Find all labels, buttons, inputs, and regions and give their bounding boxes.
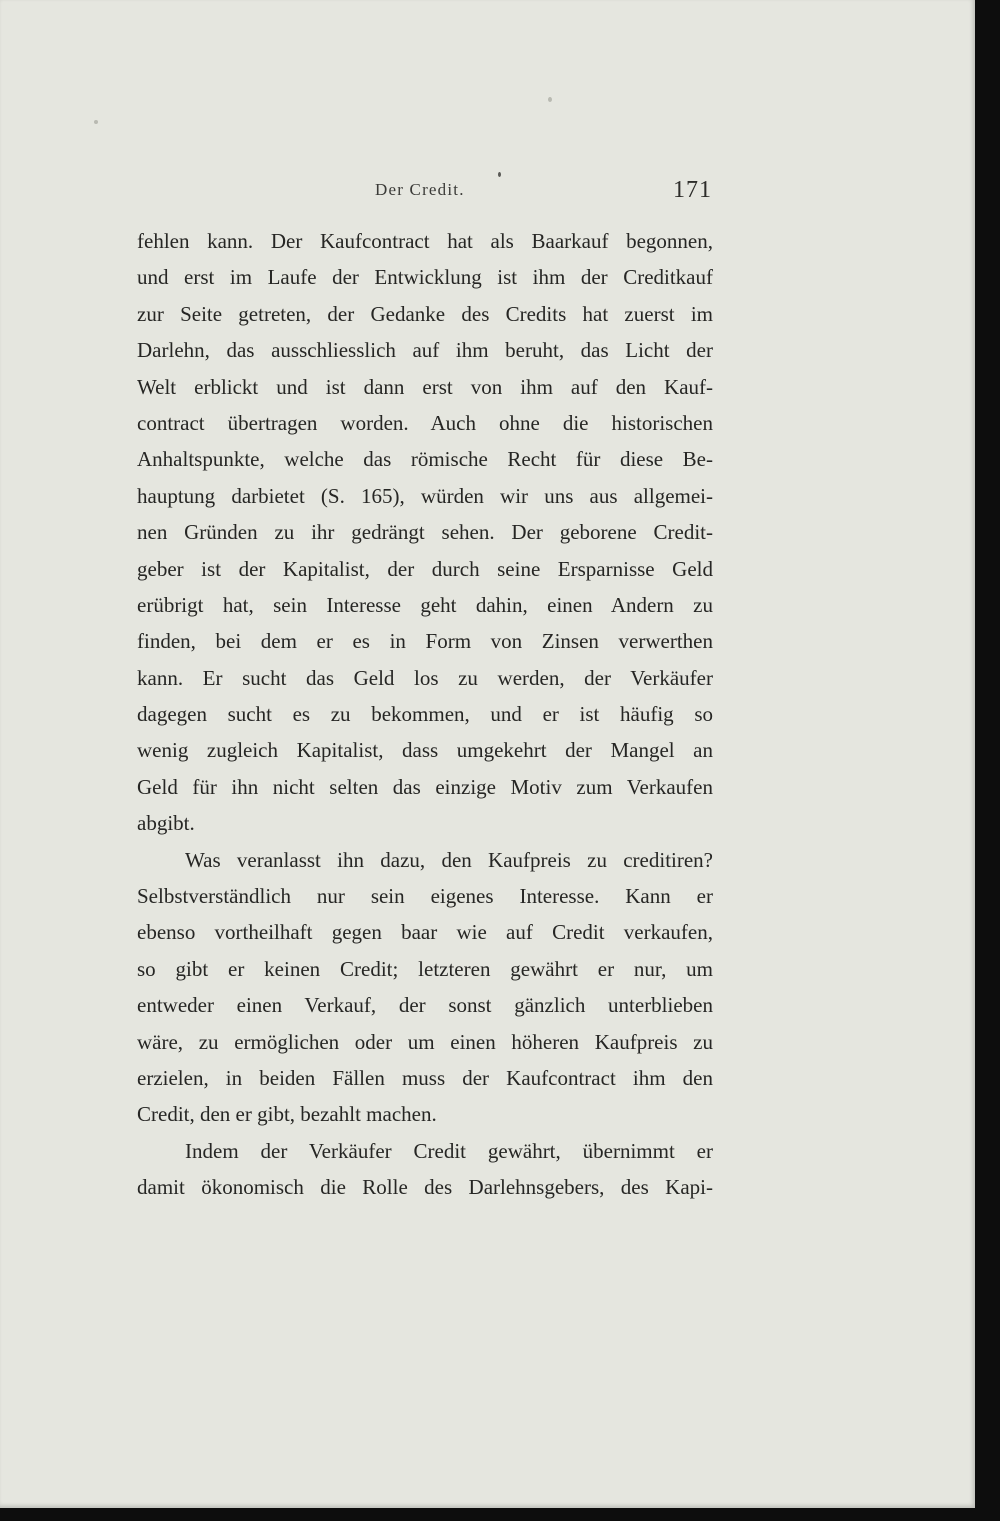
text-line: entweder einen Verkauf, der sonst gänzlich unterblieben xyxy=(137,993,713,1018)
text-line: nen Gründen zu ihr gedrängt sehen. Der geborene Credit- xyxy=(137,520,713,545)
body-text xyxy=(137,223,713,1206)
text-line-paragraph-start: Was veranlasst ihn dazu, den Kaufpreis zu creditiren? xyxy=(185,847,713,872)
text-line: zur Seite getreten, der Gedanke des Credits hat zuerst im xyxy=(137,301,713,326)
text-line: und erst im Laufe der Entwicklung ist ihm der Creditkauf xyxy=(137,265,713,290)
text-line: kann. Er sucht das Geld los zu werden, der Verkäufer xyxy=(137,665,713,690)
text-line: Anhaltspunkte, welche das römische Recht für diese Be- xyxy=(137,447,713,472)
paper-speck xyxy=(498,172,501,177)
text-line: hauptung darbietet (S. 165), würden wir uns aus allgemei- xyxy=(137,483,713,508)
paper-speck xyxy=(94,120,98,124)
text-line: contract übertragen worden. Auch ohne die historischen xyxy=(137,410,713,435)
text-line-paragraph-start: Indem der Verkäufer Credit gewährt, übernimmt er xyxy=(185,1138,713,1163)
text-line-paragraph-end: Credit, den er gibt, bezahlt machen. xyxy=(137,1102,437,1127)
text-line: fehlen kann. Der Kaufcontract hat als Baarkauf begonnen, xyxy=(137,229,713,253)
text-line: finden, bei dem er es in Form von Zinsen verwerthen xyxy=(137,629,713,654)
running-title: Der Credit. xyxy=(375,180,465,199)
text-line: Darlehn, das ausschliesslich auf ihm beruht, das Licht der xyxy=(137,338,713,363)
text-line: erzielen, in beiden Fällen muss der Kaufcontract ihm den xyxy=(137,1065,713,1090)
page-header xyxy=(0,177,975,220)
text-line-paragraph-end: abgibt. xyxy=(137,811,195,836)
text-line: erübrigt hat, sein Interesse geht dahin, einen Andern zu xyxy=(137,592,713,617)
text-line: Geld für ihn nicht selten das einzige Motiv zum Verkaufen xyxy=(137,774,713,799)
text-line: dagegen sucht es zu bekommen, und er ist häufig so xyxy=(137,702,713,727)
text-line: geber ist der Kapitalist, der durch seine Ersparnisse Geld xyxy=(137,556,713,581)
text-line: damit ökonomisch die Rolle des Darlehnsgebers, des Kapi- xyxy=(137,1175,713,1200)
text-line: wenig zugleich Kapitalist, dass umgekehrt der Mangel an xyxy=(137,738,713,763)
page-number: 171 xyxy=(673,177,712,203)
text-line: ebenso vortheilhaft gegen baar wie auf Credit verkaufen, xyxy=(137,920,713,945)
text-line: so gibt er keinen Credit; letzteren gewährt er nur, um xyxy=(137,956,713,981)
text-line: Selbstverständlich nur sein eigenes Interesse. Kann er xyxy=(137,884,713,909)
text-line: wäre, zu ermöglichen oder um einen höheren Kaufpreis zu xyxy=(137,1029,713,1054)
paper-speck xyxy=(548,97,552,102)
text-line: Welt erblickt und ist dann erst von ihm auf den Kauf- xyxy=(137,374,713,399)
